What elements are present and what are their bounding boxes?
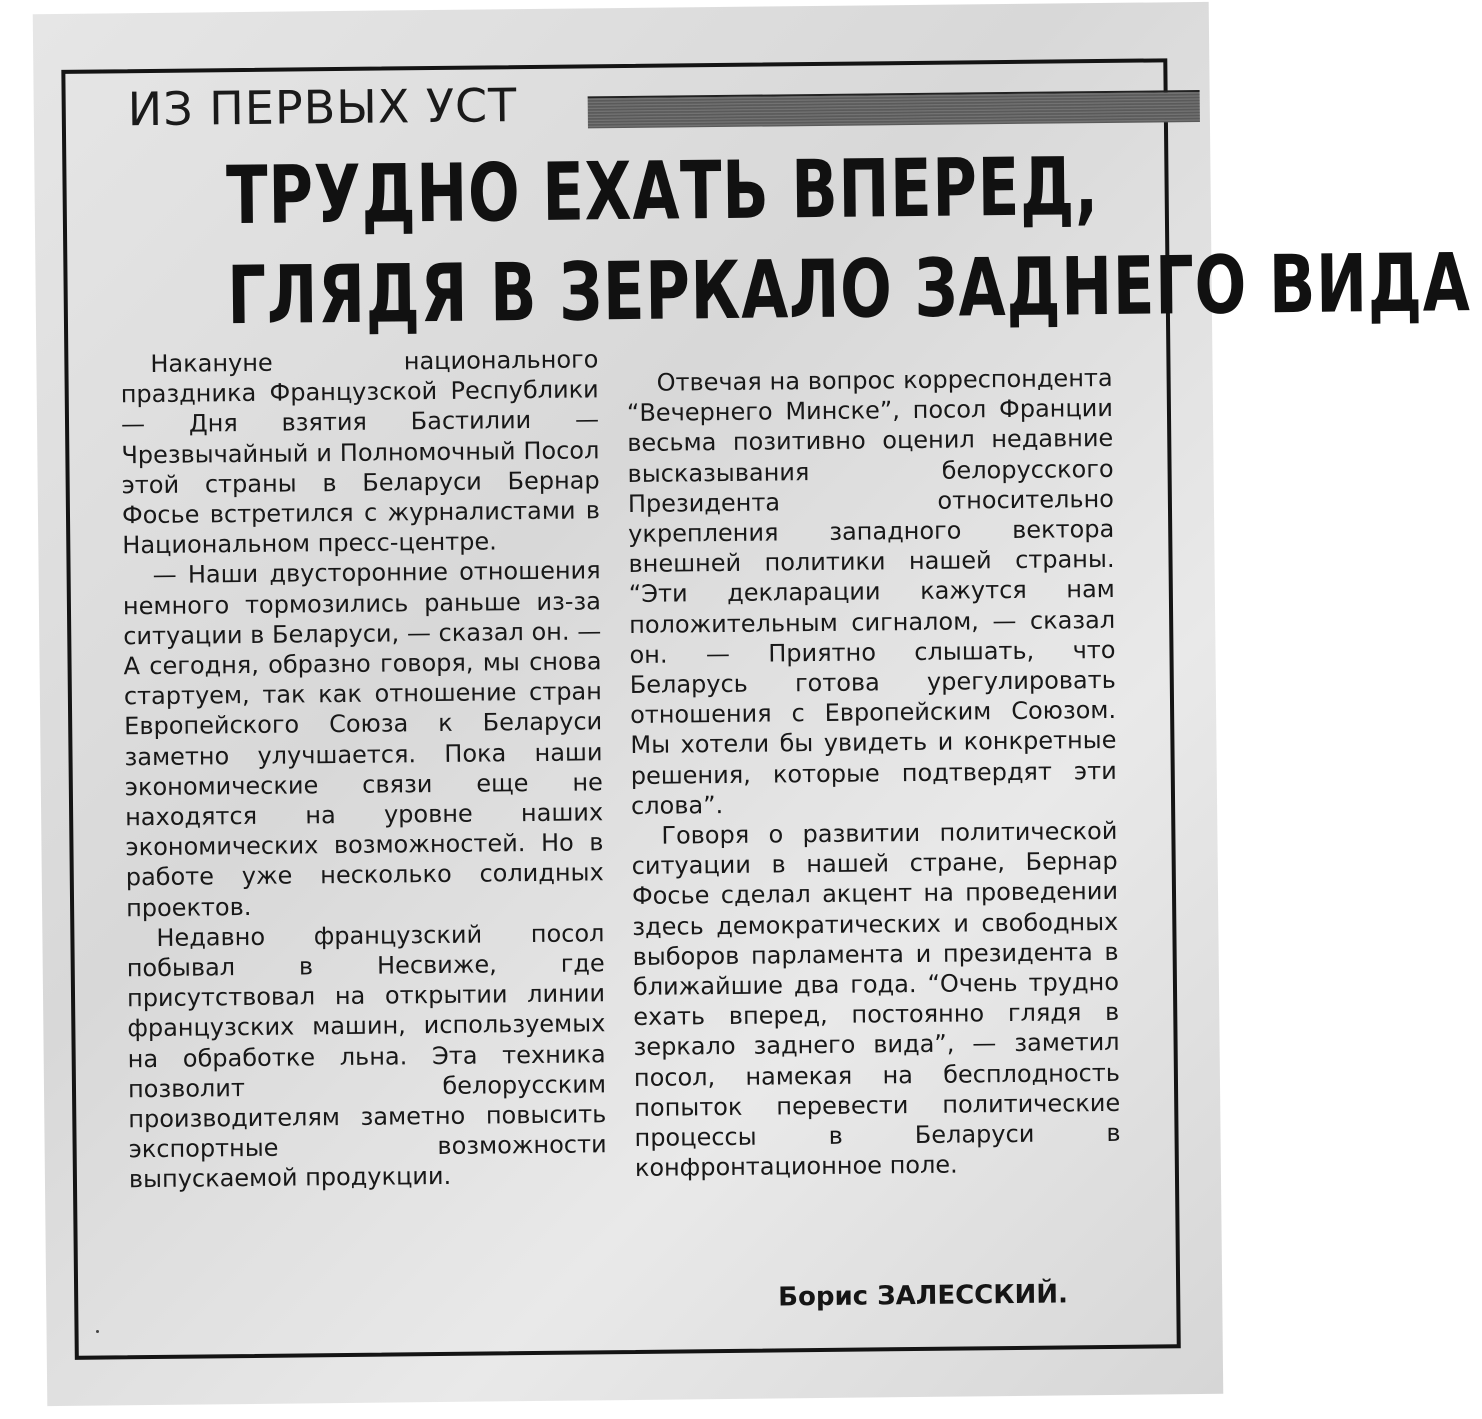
paper-speck — [96, 1330, 99, 1333]
author-signature: Борис ЗАЛЕССКИЙ. — [778, 1279, 1069, 1313]
headline-line-2: ГЛЯДЯ В ЗЕРКАЛО ЗАДНЕГО ВИДА — [226, 236, 1471, 343]
paragraph: Отвечая на вопрос корреспондента “Вечернего Минске”, посол Франции весьма позитивно оценил недавние высказывания белорусского Президента относительно укрепления западного вектора внешней политики нашей страны. “Эти декларации кажутся нам положительным сигналом, — сказал он. — Приятно слышать, что Беларусь готова урегулировать отношения с Европейским Союзом. Мы хотели бы увидеть и конкретные решения, которые подтвердят эти слова”. — [626, 363, 1117, 820]
paragraph: — Наши двусторонние отношения немного тормозились раньше из-за ситуации в Беларуси, — сказал он. — А сегодня, образно говоря, мы снова стартуем, так как отношение стран Европейского Союза к Беларуси заметно улучшается. Пока наши экономические связи еще не находятся на уровне наших экономических возможностей. Но в работе уже несколько солидных проектов. — [122, 556, 604, 922]
article-headline — [96, 136, 1471, 347]
rubric-label: ИЗ ПЕРВЫХ УСТ — [127, 78, 518, 137]
paragraph: Недавно французский посол побывал в Несвиже, где присутствовал на открытии линии французских машин, используемых на обработке льна. Эта техника позволит белорусским производителям заметно повысить экспортные возможности выпускаемой продукции. — [126, 919, 607, 1194]
article-column-left — [120, 344, 607, 1195]
newspaper-clipping — [33, 2, 1471, 1406]
headline-line-1: ТРУДНО ЕХАТЬ ВПЕРЕД, — [225, 140, 1100, 243]
article-column-right — [626, 363, 1121, 1184]
paragraph: Накануне национального праздника Французской Республики — Дня взятия Бастилии — Чрезвычайный и Полномочный Посол этой страны в Беларуси Бернар Фосье встретился с журналистами в Национальном пресс-центре. — [120, 345, 601, 560]
paragraph: Говоря о развитии политической ситуации в нашей стране, Бернар Фосье сделал акцент на проведении здесь демократических и свободных выборов парламента и президента в ближайшие два года. “Очень трудно ехать вперед, постоянно глядя в зеркало заднего вида”, — заметил посол, намекая на бесплодность попыток перевести политические процессы в Беларуси в конфронтационное поле. — [631, 816, 1121, 1183]
rubric-row — [93, 68, 1164, 139]
rubric-bar — [588, 90, 1200, 128]
